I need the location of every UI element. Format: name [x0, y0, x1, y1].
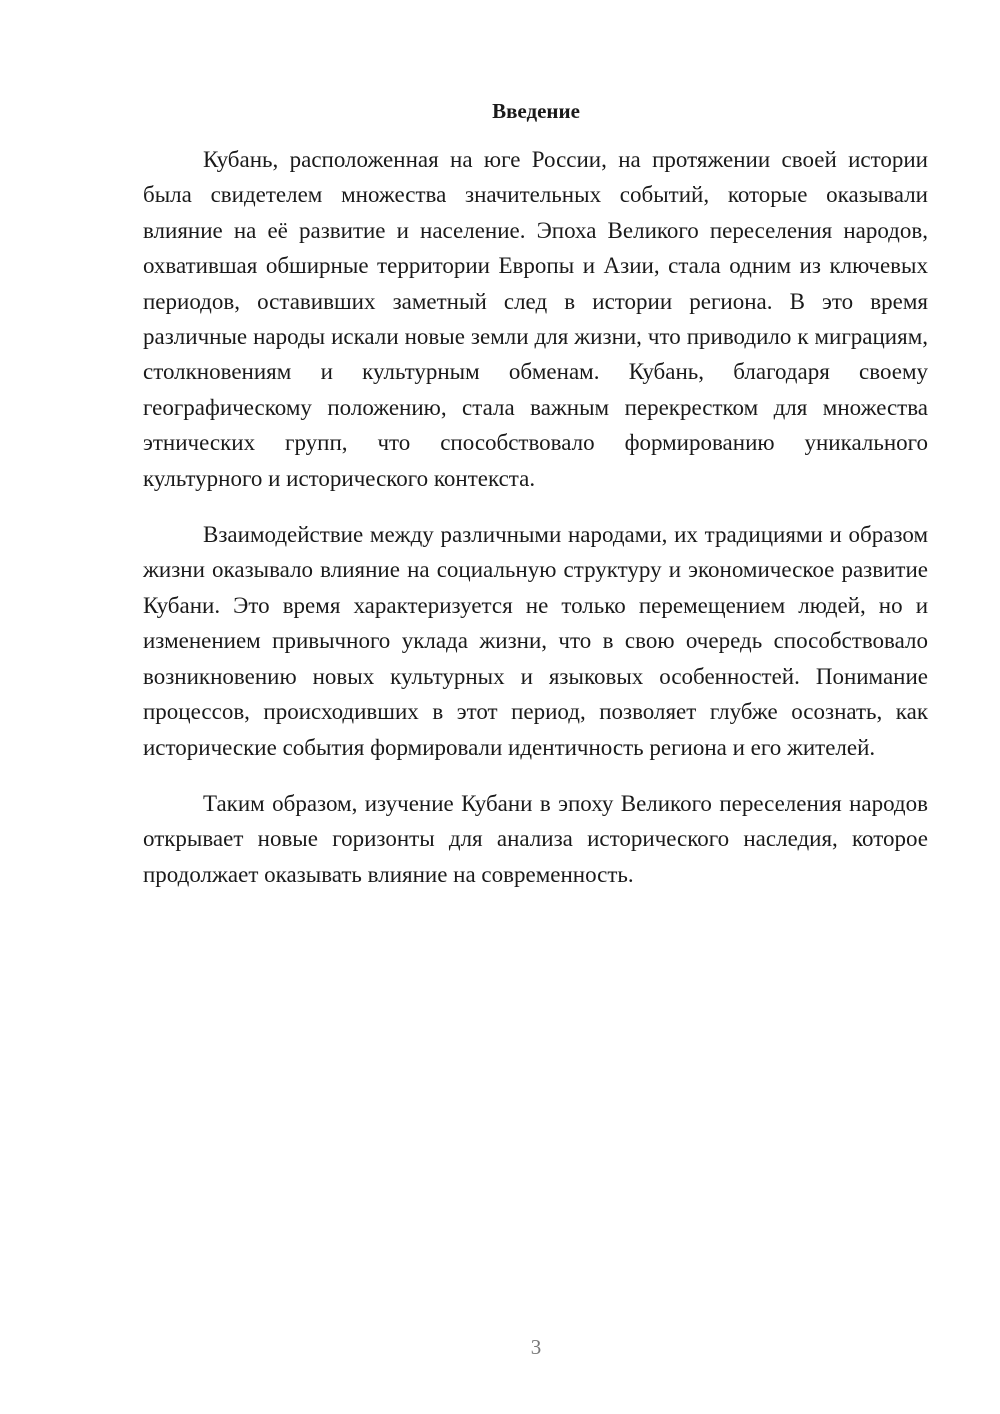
paragraph-2: Взаимодействие между различными народами, их традициями и образом жизни оказывало влияние на социальную структуру и экономическое развитие Кубани. Это время характеризуется не только перемещением людей, но и изменением привычного уклада жизни, что в свою очередь способствовало возникновению новых культурных и языковых особенностей. Понимание процессов, происходивших в этот период, позволяет глубже осознать, как исторические события формировали идентичность региона и его жителей.	[143, 522, 928, 760]
body-text	[143, 142, 928, 913]
paragraph-1: Кубань, расположенная на юге России, на протяжении своей истории была свидетелем множества значительных событий, которые оказывали влияние на её развитие и население. Эпоха Великого переселения народов, охватившая обширные территории Европы и Азии, стала одним из ключевых периодов, оставивших заметный след в истории региона. В это время различные народы искали новые земли для жизни, что приводило к миграциям, столкновениям и культурным обменам. Кубань, благодаря своему географическому положению, стала важным перекрестком для множества этнических групп, что способствовало формированию уникального культурного и исторического контекста.	[143, 147, 928, 491]
page-number: 3	[530, 1335, 542, 1359]
page-title: Введение	[492, 99, 580, 123]
paragraph-3: Таким образом, изучение Кубани в эпоху Великого переселения народов открывает новые горизонты для анализа исторического наследия, которое продолжает оказывать влияние на современность.	[143, 790, 928, 887]
